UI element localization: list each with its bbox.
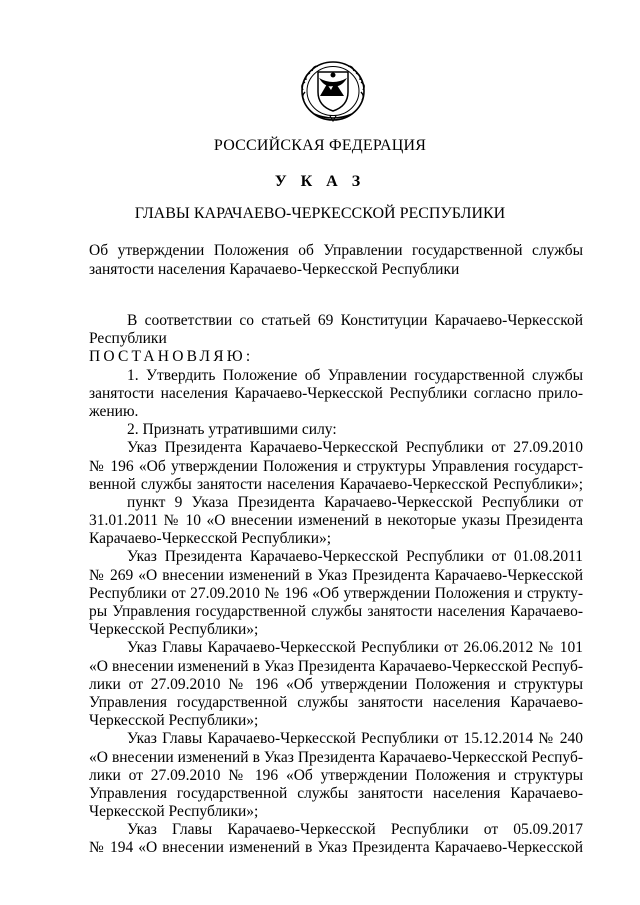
body-line: № 196 «Об утверждении Положения и структуры Управления государст- [89,457,583,475]
body-line: Управления государственной службы занятости населения Карачаево- [89,784,583,802]
federation-title: РОССИЙСКАЯ ФЕДЕРАЦИЯ [213,137,427,154]
body-line: пункт 9 Указа Президента Карачаево-Черкесской Республики от [127,493,583,511]
body-line: Карачаево-Черкесской Республики»; [89,530,332,548]
body-line: Указ Главы Карачаево-Черкесской Республики от 26.06.2012 № 101 [127,639,583,657]
body-line: № 269 «О внесении изменений в Указ Президента Карачаево-Черкесской [89,566,583,584]
body-line: венной службы занятости населения Карачаево-Черкесской Республики»; [89,475,583,493]
body-line: ры Управления государственной службы занятости населения Карачаево- [89,603,583,620]
document-subject [89,241,583,279]
decree-word: ПОСТАНОВЛЯЮ: [89,348,254,366]
body-line: Указ Главы Карачаево-Черкесской Республики от 05.09.2017 [127,821,583,839]
body-line: Республики [89,330,167,348]
body-line: «О внесении изменений в Указ Президента Карачаево-Черкесской Респуб- [89,748,583,766]
document-body [89,312,583,858]
body-line: Республики от 27.09.2010 № 196 «Об утверждении Положения и структу- [89,584,583,602]
body-line: Указ Президента Карачаево-Черкесской Республики от 27.09.2010 [127,439,583,457]
body-line: Указ Главы Карачаево-Черкесской Республики от 15.12.2014 № 240 [127,730,583,748]
body-line: 1. Утвердить Положение об Управлении государственной службы [127,366,583,384]
body-line: Черкесской Республики»; [89,621,259,639]
body-line: Черкесской Республики»; [89,712,259,730]
body-line: Указ Президента Карачаево-Черкесской Республики от 01.08.2011 [127,548,583,566]
body-line: В соответствии со статьей 69 Конституции Карачаево-Черкесской [127,312,583,329]
body-line: Черкесской Республики»; [89,803,259,821]
subject-line: занятости населения Карачаево-Черкесской Республики [89,261,460,278]
subject-line: Об утверждении Положения об Управлении государственной службы [89,242,583,259]
body-line: № 194 «О внесении изменений в Указ Президента Карачаево-Черкесской [89,839,583,857]
body-line: Управления государственной службы занятости населения Карачаево- [89,693,583,711]
issuer-title: ГЛАВЫ КАРАЧАЕВО-ЧЕРКЕССКОЙ РЕСПУБЛИКИ [134,205,506,222]
body-line: 31.01.2011 № 10 «О внесении изменений в некоторые указы Президента [89,512,583,530]
body-line: жению. [89,402,139,420]
body-line: 2. Признать утратившими силу: [127,421,337,439]
karachay-cherkessia-coat-of-arms-icon [294,56,372,124]
body-line: занятости населения Карачаево-Черкесской Республики согласно прило- [89,384,583,402]
document-type-title: У К А З [274,173,366,190]
body-line: лики от 27.09.2010 № 196 «Об утверждении Положения и структуры [89,766,583,784]
body-line: «О внесении изменений в Указ Президента Карачаево-Черкесской Респуб- [89,657,583,675]
body-line: лики от 27.09.2010 № 196 «Об утверждении Положения и структуры [89,675,583,693]
